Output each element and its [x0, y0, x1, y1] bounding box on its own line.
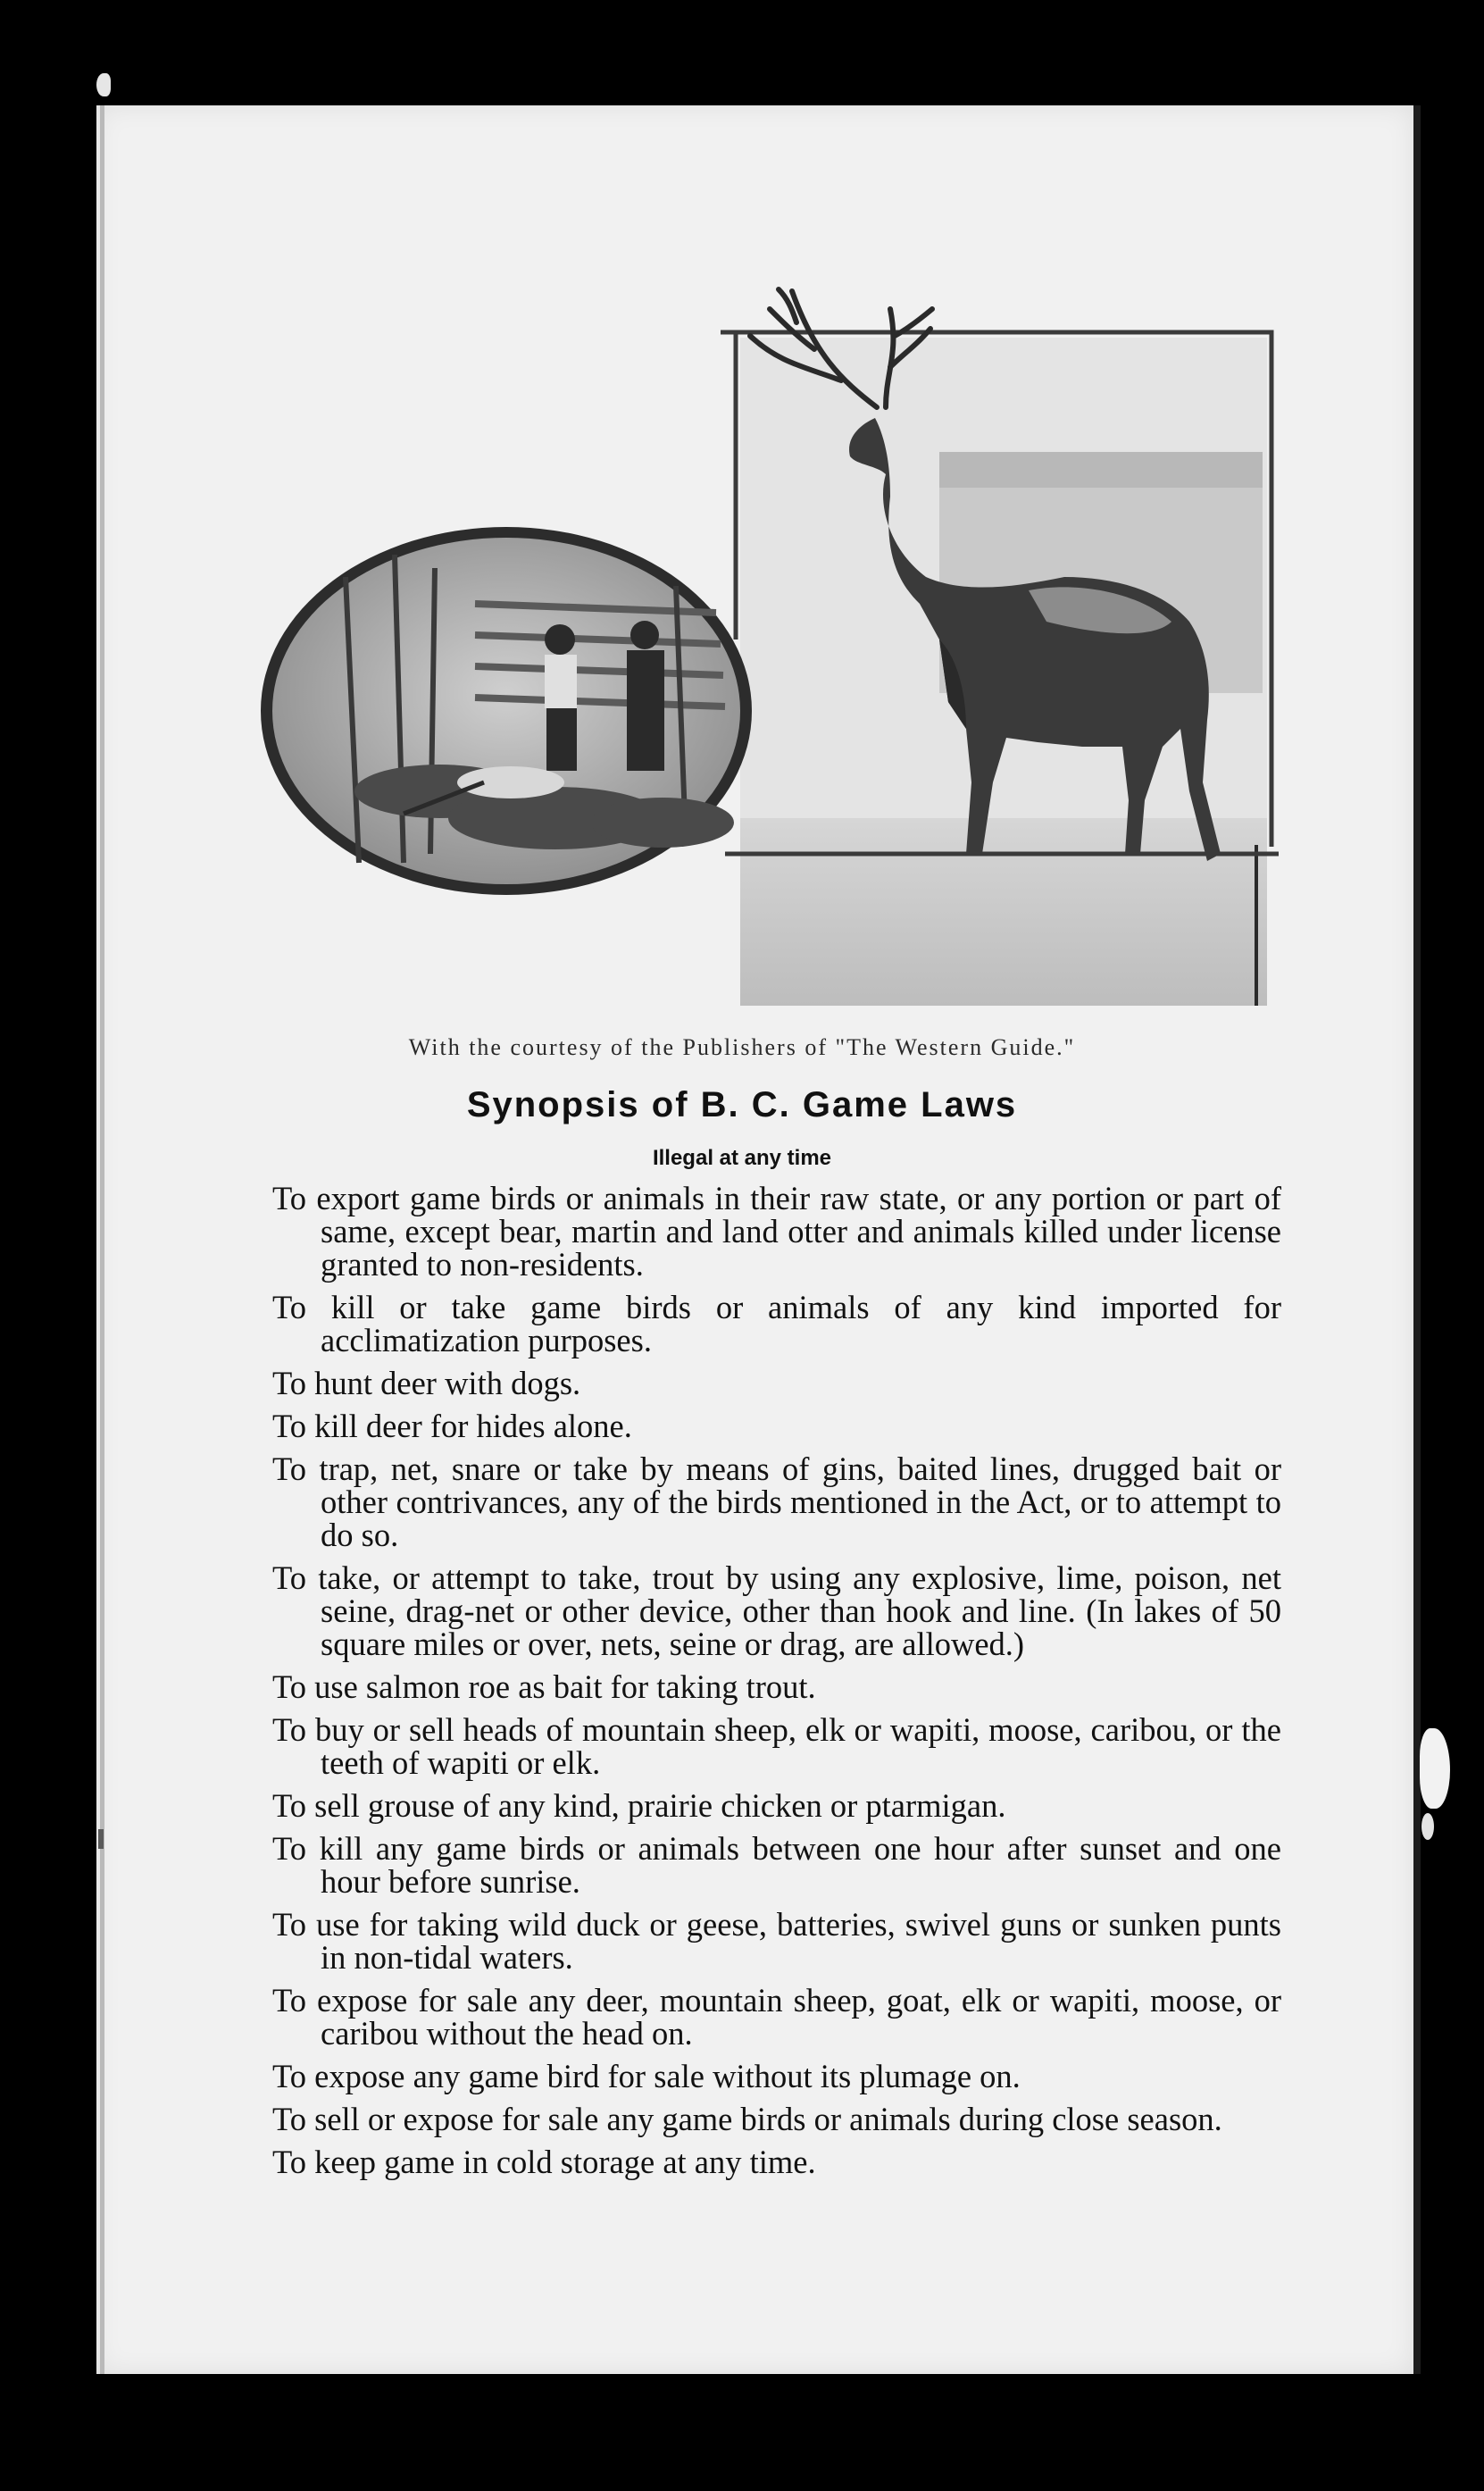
rule-item: To expose for sale any deer, mountain sheep, goat, elk or wapiti, moose, or caribou without the head on. — [272, 1982, 1281, 2052]
page-title: Synopsis of B. C. Game Laws — [466, 1085, 1018, 1124]
rule-item: To buy or sell heads of mountain sheep, elk or wapiti, moose, caribou, or the teeth of wapiti or elk. — [272, 1711, 1281, 1781]
rule-item: To trap, net, snare or take by means of gins, baited lines, drugged bait or other contrivances, any of the birds mentioned in the Act, or to attempt to do so. — [272, 1450, 1281, 1553]
rule-item: To kill any game birds or animals between one hour after sunset and one hour before sunrise. — [272, 1830, 1281, 1900]
torn-paper-edge — [1420, 1728, 1450, 1809]
section-subtitle: Illegal at any time — [652, 1146, 832, 1170]
rule-item: To expose any game bird for sale without its plumage on. — [272, 2058, 1021, 2094]
rule-item: To hunt deer with dogs. — [272, 1365, 581, 1401]
rule-item: To kill or take game birds or animals of any kind imported for acclimatization purposes. — [272, 1289, 1281, 1358]
page-gutter-shadow — [100, 105, 104, 2374]
rule-item: To kill deer for hides alone. — [272, 1408, 632, 1444]
elk-photo — [721, 289, 1271, 1006]
rule-item: To sell or expose for sale any game birds or animals during close season. — [272, 2101, 1222, 2137]
rule-item: To use salmon roe as bait for taking trout. — [272, 1668, 816, 1705]
rule-item: To export game birds or animals in their raw state, or any portion or part of same, except bear, martin and land otter and animals killed under license granted to non-residents. — [272, 1180, 1281, 1283]
rules-list — [272, 1182, 1281, 2188]
rule-item: To keep game in cold storage at any time. — [272, 2144, 816, 2180]
paper-corner-mark — [96, 73, 111, 96]
photo-caption: With the courtesy of the Publishers of "The Western Guide." — [408, 1034, 1076, 1060]
torn-paper-fleck — [1421, 1813, 1434, 1840]
margin-fleck — [98, 1829, 104, 1849]
rule-item: To take, or attempt to take, trout by using any explosive, lime, poison, net seine, drag-net or other device, other than hook and line. (In lakes of 50 square miles or over, nets, seine or drag, are allowed.) — [272, 1559, 1281, 1662]
rule-item: To use for taking wild duck or geese, batteries, swivel guns or sunken punts in non-tidal waters. — [272, 1906, 1281, 1976]
page-fold-shadow — [1413, 105, 1421, 2374]
rule-item: To sell grouse of any kind, prairie chicken or ptarmigan. — [272, 1787, 1006, 1824]
hunting-photo-illustration — [261, 282, 1279, 1006]
